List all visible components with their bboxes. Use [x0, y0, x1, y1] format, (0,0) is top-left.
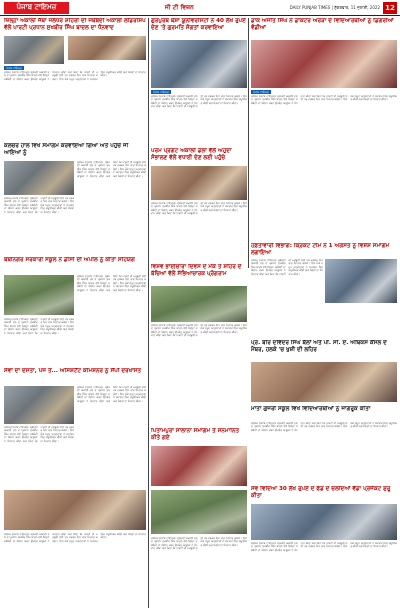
article-5-body: ਜਲੰਧਰ (ਪੰਜਾਬ ਟਾਇਮਜ਼): ਸ਼੍ਰੋਮਣੀ ਅਕਾਲੀ ਦਲ ਦੇ ਪ੍ਰਧਾਨ ਸੁਖਬੀਰ ਸਿੰਘ ਬਾਦਲ ਵੱਲੋਂ ਜ਼ਿਲ੍ਹਾ ਜਥੇਬੰਦੀ ਦਾ ਐਲਾਨ ਕਰਨ ਉਪਰੰਤ ਆਗੂਆਂ ਨੇ ਧੰਨਵਾਦ ਕੀਤਾ ਅਤੇ ਕਿਹਾ ਕਿ ਪਾਰਟੀ ਦੀ ਮਜ਼ਬੂਤੀ ਲਈ ਹਰ ਵਰਕਰ ਦਿਨ ਰਾਤ ਮਿਹਨਤ ਕਰੇਗਾ। ਇਸ ਮੌਕੇ ਸਮੂਹ ਅਹੁਦੇਦਾਰਾਂ ਨੇ ਸਮਾਗਮ ਵਿੱਚ ਸ਼ਮੂਲੀਅਤ ਕੀਤੀ ਅਤੇ ਸੰਗਤਾਂ ਦਾ ਧੰਨਵਾਦ ਕੀਤਾ। — [77, 161, 146, 178]
article-2-body: ਜਲੰਧਰ (ਪੰਜਾਬ ਟਾਇਮਜ਼): ਸ਼੍ਰੋਮਣੀ ਅਕਾਲੀ ਦਲ ਦੇ ਪ੍ਰਧਾਨ ਸੁਖਬੀਰ ਸਿੰਘ ਬਾਦਲ ਵੱਲੋਂ ਜ਼ਿਲ੍ਹਾ ਜਥੇਬੰਦੀ ਦਾ ਐਲਾਨ ਕਰਨ ਉਪਰੰਤ ਆਗੂਆਂ ਨੇ ਧੰਨਵਾਦ ਕੀਤਾ ਅਤੇ ਕਿਹਾ ਕਿ ਪਾਰਟੀ ਦੀ ਮਜ਼ਬੂਤੀ ਲਈ ਹਰ ਵਰਕਰ ਦਿਨ ਰਾਤ ਮਿਹਨਤ ਕਰੇਗਾ। ਇਸ ਮੌਕੇ ਸਮੂਹ ਅਹੁਦੇਦਾਰਾਂ ਨੇ ਸਮਾਗਮ ਵਿੱਚ ਸ਼ਮੂਲੀਅਤ ਕੀਤੀ ਅਤੇ ਸੰਗਤਾਂ ਦਾ ਧੰਨਵਾਦ ਕੀਤਾ। — [151, 95, 247, 109]
masthead-title: ਪੰਜਾਬ ਟਾਇਮਜ਼ — [4, 2, 69, 14]
article-3-body: ਜਲੰਧਰ (ਪੰਜਾਬ ਟਾਇਮਜ਼): ਸ਼੍ਰੋਮਣੀ ਅਕਾਲੀ ਦਲ ਦੇ ਪ੍ਰਧਾਨ ਸੁਖਬੀਰ ਸਿੰਘ ਬਾਦਲ ਵੱਲੋਂ ਜ਼ਿਲ੍ਹਾ ਜਥੇਬੰਦੀ ਦਾ ਐਲਾਨ ਕਰਨ ਉਪਰੰਤ ਆਗੂਆਂ ਨੇ ਧੰਨਵਾਦ ਕੀਤਾ ਅਤੇ ਕਿਹਾ ਕਿ ਪਾਰਟੀ ਦੀ ਮਜ਼ਬੂਤੀ ਲਈ ਹਰ ਵਰਕਰ ਦਿਨ ਰਾਤ ਮਿਹਨਤ ਕਰੇਗਾ। ਇਸ ਮੌਕੇ ਸਮੂਹ ਅਹੁਦੇਦਾਰਾਂ ਨੇ ਸਮਾਗਮ ਵਿੱਚ ਸ਼ਮੂਲੀਅਤ ਕੀਤੀ ਅਤੇ ਸੰਗਤਾਂ ਦਾ ਧੰਨਵਾਦ ਕੀਤਾ। — [251, 95, 397, 105]
article-9-headline: ਪ੍ਰੋ. ਬੀਰ ਦਵਿੰਦਰ ਸਿੰਘ ਬੱਲਾਂ ਅਤੇ ਪੀ. ਸੀ. ਏ. ਐਥਿਕਸ ਕੌਂਸਲ ਦੇ ਮੈਂਬਰ, ਹਲਕੇ 'ਚ ਖੁਸ਼ੀ ਦੀ ਲਹਿਰ — [251, 340, 387, 353]
article-13-photo — [151, 446, 247, 486]
bottom-photo — [4, 490, 146, 530]
bottom-center-photo — [151, 490, 247, 534]
article-1-photo-2 — [68, 36, 146, 60]
article-11-body: ਜਲੰਧਰ (ਪੰਜਾਬ ਟਾਇਮਜ਼): ਸ਼੍ਰੋਮਣੀ ਅਕਾਲੀ ਦਲ ਦੇ ਪ੍ਰਧਾਨ ਸੁਖਬੀਰ ਸਿੰਘ ਬਾਦਲ ਵੱਲੋਂ ਜ਼ਿਲ੍ਹਾ ਜਥੇਬੰਦੀ ਦਾ ਐਲਾਨ ਕਰਨ ਉਪਰੰਤ ਆਗੂਆਂ ਨੇ ਧੰਨਵਾਦ ਕੀਤਾ ਅਤੇ ਕਿਹਾ ਕਿ ਪਾਰਟੀ ਦੀ ਮਜ਼ਬੂਤੀ ਲਈ ਹਰ ਵਰਕਰ ਦਿਨ ਰਾਤ ਮਿਹਨਤ ਕਰੇਗਾ। ਇਸ ਮੌਕੇ ਸਮੂਹ ਅਹੁਦੇਦਾਰਾਂ ਨੇ ਸਮਾਗਮ ਵਿੱਚ ਸ਼ਮੂਲੀਅਤ ਕੀਤੀ ਅਤੇ ਸੰਗਤਾਂ ਦਾ ਧੰਨਵਾਦ ਕੀਤਾ। — [251, 422, 397, 432]
masthead-center-label: ਜੀ ਟੀ ਵਿਜ਼ਨ — [164, 3, 194, 11]
article-6 — [4, 257, 146, 273]
article-3-photo — [251, 40, 397, 88]
article-7-body: ਜਲੰਧਰ (ਪੰਜਾਬ ਟਾਇਮਜ਼): ਸ਼੍ਰੋਮਣੀ ਅਕਾਲੀ ਦਲ ਦੇ ਪ੍ਰਧਾਨ ਸੁਖਬੀਰ ਸਿੰਘ ਬਾਦਲ ਵੱਲੋਂ ਜ਼ਿਲ੍ਹਾ ਜਥੇਬੰਦੀ ਦਾ ਐਲਾਨ ਕਰਨ ਉਪਰੰਤ ਆਗੂਆਂ ਨੇ ਧੰਨਵਾਦ ਕੀਤਾ ਅਤੇ ਕਿਹਾ ਕਿ ਪਾਰਟੀ ਦੀ ਮਜ਼ਬੂਤੀ ਲਈ ਹਰ ਵਰਕਰ ਦਿਨ ਰਾਤ ਮਿਹਨਤ ਕਰੇਗਾ। ਇਸ ਮੌਕੇ ਸਮੂਹ ਅਹੁਦੇਦਾਰਾਂ ਨੇ ਸਮਾਗਮ ਵਿੱਚ ਸ਼ਮੂਲੀਅਤ ਕੀਤੀ ਅਤੇ ਸੰਗਤਾਂ ਦਾ ਧੰਨਵਾਦ ਕੀਤਾ। — [77, 386, 146, 403]
article-3 — [251, 18, 397, 38]
bottom-body: ਜਲੰਧਰ (ਪੰਜਾਬ ਟਾਇਮਜ਼): ਸ਼੍ਰੋਮਣੀ ਅਕਾਲੀ ਦਲ ਦੇ ਪ੍ਰਧਾਨ ਸੁਖਬੀਰ ਸਿੰਘ ਬਾਦਲ ਵੱਲੋਂ ਜ਼ਿਲ੍ਹਾ ਜਥੇਬੰਦੀ ਦਾ ਐਲਾਨ ਕਰਨ ਉਪਰੰਤ ਆਗੂਆਂ ਨੇ ਧੰਨਵਾਦ ਕੀਤਾ ਅਤੇ ਕਿਹਾ ਕਿ ਪਾਰਟੀ ਦੀ ਮਜ਼ਬੂਤੀ ਲਈ ਹਰ ਵਰਕਰ ਦਿਨ ਰਾਤ ਮਿਹਨਤ ਕਰੇਗਾ। ਇਸ ਮੌਕੇ ਸਮੂਹ ਅਹੁਦੇਦਾਰਾਂ ਨੇ ਸਮਾਗਮ ਵਿੱਚ ਸ਼ਮੂਲੀਅਤ ਕੀਤੀ ਅਤੇ ਸੰਗਤਾਂ ਦਾ ਧੰਨਵਾਦ ਕੀਤਾ। — [4, 533, 146, 543]
article-12-headline: ਸੇਵ ਵਿਦਿਆ 30 ਲੱਖ ਰੁਪਏ ਦੇ ਫੰਡ ਦੇ ਚਲਦਿਆਂ ਵੱਡਾ ਪ੍ਰੋਜੈਕਟ ਸ਼ੁਰੂ ਕੀਤਾ — [251, 486, 391, 499]
article-10-body: ਜਲੰਧਰ (ਪੰਜਾਬ ਟਾਇਮਜ਼): ਸ਼੍ਰੋਮਣੀ ਅਕਾਲੀ ਦਲ ਦੇ ਪ੍ਰਧਾਨ ਸੁਖਬੀਰ ਸਿੰਘ ਬਾਦਲ ਵੱਲੋਂ ਜ਼ਿਲ੍ਹਾ ਜਥੇਬੰਦੀ ਦਾ ਐਲਾਨ ਕਰਨ ਉਪਰੰਤ ਆਗੂਆਂ ਨੇ ਧੰਨਵਾਦ ਕੀਤਾ ਅਤੇ ਕਿਹਾ ਕਿ ਪਾਰਟੀ ਦੀ ਮਜ਼ਬੂਤੀ ਲਈ ਹਰ ਵਰਕਰ ਦਿਨ ਰਾਤ ਮਿਹਨਤ ਕਰੇਗਾ। ਇਸ ਮੌਕੇ ਸਮੂਹ ਅਹੁਦੇਦਾਰਾਂ ਨੇ ਸਮਾਗਮ ਵਿੱਚ ਸ਼ਮੂਲੀਅਤ ਕੀਤੀ ਅਤੇ ਸੰਗਤਾਂ ਦਾ ਧੰਨਵਾਦ ਕੀਤਾ। — [151, 324, 247, 338]
article-7 — [4, 368, 146, 384]
article-4 — [151, 148, 247, 164]
article-12 — [251, 486, 397, 502]
section-tag: ਪੰਜਾਬ ਟਾਇਮਜ਼ — [6, 66, 22, 70]
article-13 — [151, 428, 247, 444]
article-9-headline-box — [251, 340, 397, 360]
article-8 — [251, 243, 397, 257]
article-1-headline: ਜ਼ਿਲ੍ਹਾ ਅਕਾਲੀ ਜੱਥਾ ਜਲੰਧਰ ਸ਼ਹਿਰੀ ਦੀ ਜਥੇਬੰਦੀ ਅਕਾਲੀ ਲੀਡਰਸ਼ਿਪ ਵੱਲੋਂ ਪਾਰਟੀ ਪ੍ਰਧਾਨ ਸੁਖਬੀਰ ਸਿੰਘ ਬਾਦਲ ਦਾ ਧੰਨਵਾਦ — [4, 18, 146, 31]
article-10 — [151, 264, 247, 284]
article-8-headline: ਹਫ਼ਤਾਵਾਰੀ ਵਿਭਾਗ: ਕ੍ਰਿਕਟ ਟੀਮ ਨੇ 1 ਅਗਸਤ ਨੂੰ ਵਿਸ਼ੇਸ਼ ਸਮਾਗਮ ਲਗਾਇਆ — [251, 243, 390, 256]
article-6-body: ਜਲੰਧਰ (ਪੰਜਾਬ ਟਾਇਮਜ਼): ਸ਼੍ਰੋਮਣੀ ਅਕਾਲੀ ਦਲ ਦੇ ਪ੍ਰਧਾਨ ਸੁਖਬੀਰ ਸਿੰਘ ਬਾਦਲ ਵੱਲੋਂ ਜ਼ਿਲ੍ਹਾ ਜਥੇਬੰਦੀ ਦਾ ਐਲਾਨ ਕਰਨ ਉਪਰੰਤ ਆਗੂਆਂ ਨੇ ਧੰਨਵਾਦ ਕੀਤਾ ਅਤੇ ਕਿਹਾ ਕਿ ਪਾਰਟੀ ਦੀ ਮਜ਼ਬੂਤੀ ਲਈ ਹਰ ਵਰਕਰ ਦਿਨ ਰਾਤ ਮਿਹਨਤ ਕਰੇਗਾ। ਇਸ ਮੌਕੇ ਸਮੂਹ ਅਹੁਦੇਦਾਰਾਂ ਨੇ ਸਮਾਗਮ ਵਿੱਚ ਸ਼ਮੂਲੀਅਤ ਕੀਤੀ ਅਤੇ ਸੰਗਤਾਂ ਦਾ ਧੰਨਵਾਦ ਕੀਤਾ। — [77, 275, 146, 292]
article-7-photo — [4, 386, 74, 424]
article-11 — [251, 406, 397, 420]
bottom-center-body: ਜਲੰਧਰ (ਪੰਜਾਬ ਟਾਇਮਜ਼): ਸ਼੍ਰੋਮਣੀ ਅਕਾਲੀ ਦਲ ਦੇ ਪ੍ਰਧਾਨ ਸੁਖਬੀਰ ਸਿੰਘ ਬਾਦਲ ਵੱਲੋਂ ਜ਼ਿਲ੍ਹਾ ਜਥੇਬੰਦੀ ਦਾ ਐਲਾਨ ਕਰਨ ਉਪਰੰਤ ਆਗੂਆਂ ਨੇ ਧੰਨਵਾਦ ਕੀਤਾ ਅਤੇ ਕਿਹਾ ਕਿ ਪਾਰਟੀ ਦੀ ਮਜ਼ਬੂਤੀ ਲਈ ਹਰ ਵਰਕਰ ਦਿਨ ਰਾਤ ਮਿਹਨਤ ਕਰੇਗਾ। ਇਸ ਮੌਕੇ ਸਮੂਹ ਅਹੁਦੇਦਾਰਾਂ ਨੇ ਸਮਾਗਮ ਵਿੱਚ ਸ਼ਮੂਲੀਅਤ ਕੀਤੀ ਅਤੇ ਸੰਗਤਾਂ ਦਾ ਧੰਨਵਾਦ ਕੀਤਾ। — [151, 537, 247, 551]
article-2-photo — [151, 40, 247, 88]
article-7-body-2: ਜਲੰਧਰ (ਪੰਜਾਬ ਟਾਇਮਜ਼): ਸ਼੍ਰੋਮਣੀ ਅਕਾਲੀ ਦਲ ਦੇ ਪ੍ਰਧਾਨ ਸੁਖਬੀਰ ਸਿੰਘ ਬਾਦਲ ਵੱਲੋਂ ਜ਼ਿਲ੍ਹਾ ਜਥੇਬੰਦੀ ਦਾ ਐਲਾਨ ਕਰਨ ਉਪਰੰਤ ਆਗੂਆਂ ਨੇ ਧੰਨਵਾਦ ਕੀਤਾ ਅਤੇ ਕਿਹਾ ਕਿ ਪਾਰਟੀ ਦੀ ਮਜ਼ਬੂਤੀ ਲਈ ਹਰ ਵਰਕਰ ਦਿਨ ਰਾਤ ਮਿਹਨਤ ਕਰੇਗਾ। ਇਸ ਮੌਕੇ ਸਮੂਹ ਅਹੁਦੇਦਾਰਾਂ ਨੇ ਸਮਾਗਮ ਵਿੱਚ ਸ਼ਮੂਲੀਅਤ ਕੀਤੀ ਅਤੇ ਸੰਗਤਾਂ ਦਾ ਧੰਨਵਾਦ ਕੀਤਾ। — [4, 426, 74, 443]
article-13-headline: ਪਿਤਾਮਪੁਰਾ ਸਾਲਾਨਾ ਸਮਾਗਮ ਤੇ ਸਨਮਾਨਿਤ ਕੀਤੇ ਗਏ — [151, 428, 240, 441]
article-4-photo — [151, 166, 247, 200]
article-2-headline: ਗੁਰਪੁਰਬ ਬੇਸ਼ਾ ਯੂਨੀਵਰਸਿਟੀ ਨੇ 40 ਲੱਖ ਰੁਪਏ ਦੇਣ 'ਤੇ ਗੁਰਮਤਿ ਸੰਗਤਾਂ ਕਰਵਾਇਆ — [151, 18, 246, 31]
article-12-body: ਜਲੰਧਰ (ਪੰਜਾਬ ਟਾਇਮਜ਼): ਸ਼੍ਰੋਮਣੀ ਅਕਾਲੀ ਦਲ ਦੇ ਪ੍ਰਧਾਨ ਸੁਖਬੀਰ ਸਿੰਘ ਬਾਦਲ ਵੱਲੋਂ ਜ਼ਿਲ੍ਹਾ ਜਥੇਬੰਦੀ ਦਾ ਐਲਾਨ ਕਰਨ ਉਪਰੰਤ ਆਗੂਆਂ ਨੇ ਧੰਨਵਾਦ ਕੀਤਾ ਅਤੇ ਕਿਹਾ ਕਿ ਪਾਰਟੀ ਦੀ ਮਜ਼ਬੂਤੀ ਲਈ ਹਰ ਵਰਕਰ ਦਿਨ ਰਾਤ ਮਿਹਨਤ ਕਰੇਗਾ। ਇਸ ਮੌਕੇ ਸਮੂਹ ਅਹੁਦੇਦਾਰਾਂ ਨੇ ਸਮਾਗਮ ਵਿੱਚ ਸ਼ਮੂਲੀਅਤ ਕੀਤੀ ਅਤੇ ਸੰਗਤਾਂ ਦਾ ਧੰਨਵਾਦ ਕੀਤਾ। — [251, 542, 397, 552]
article-12-photo — [251, 504, 397, 540]
article-4-body: ਜਲੰਧਰ (ਪੰਜਾਬ ਟਾਇਮਜ਼): ਸ਼੍ਰੋਮਣੀ ਅਕਾਲੀ ਦਲ ਦੇ ਪ੍ਰਧਾਨ ਸੁਖਬੀਰ ਸਿੰਘ ਬਾਦਲ ਵੱਲੋਂ ਜ਼ਿਲ੍ਹਾ ਜਥੇਬੰਦੀ ਦਾ ਐਲਾਨ ਕਰਨ ਉਪਰੰਤ ਆਗੂਆਂ ਨੇ ਧੰਨਵਾਦ ਕੀਤਾ ਅਤੇ ਕਿਹਾ ਕਿ ਪਾਰਟੀ ਦੀ ਮਜ਼ਬੂਤੀ ਲਈ ਹਰ ਵਰਕਰ ਦਿਨ ਰਾਤ ਮਿਹਨਤ ਕਰੇਗਾ। ਇਸ ਮੌਕੇ ਸਮੂਹ ਅਹੁਦੇਦਾਰਾਂ ਨੇ ਸਮਾਗਮ ਵਿੱਚ ਸ਼ਮੂਲੀਅਤ ਕੀਤੀ ਅਤੇ ਸੰਗਤਾਂ ਦਾ ਧੰਨਵਾਦ ਕੀਤਾ। — [151, 202, 247, 216]
masthead — [0, 0, 400, 16]
article-8-body: ਜਲੰਧਰ (ਪੰਜਾਬ ਟਾਇਮਜ਼): ਸ਼੍ਰੋਮਣੀ ਅਕਾਲੀ ਦਲ ਦੇ ਪ੍ਰਧਾਨ ਸੁਖਬੀਰ ਸਿੰਘ ਬਾਦਲ ਵੱਲੋਂ ਜ਼ਿਲ੍ਹਾ ਜਥੇਬੰਦੀ ਦਾ ਐਲਾਨ ਕਰਨ ਉਪਰੰਤ ਆਗੂਆਂ ਨੇ ਧੰਨਵਾਦ ਕੀਤਾ ਅਤੇ ਕਿਹਾ ਕਿ ਪਾਰਟੀ ਦੀ ਮਜ਼ਬੂਤੀ ਲਈ ਹਰ ਵਰਕਰ ਦਿਨ ਰਾਤ ਮਿਹਨਤ ਕਰੇਗਾ। ਇਸ ਮੌਕੇ ਸਮੂਹ ਅਹੁਦੇਦਾਰਾਂ ਨੇ ਸਮਾਗਮ ਵਿੱਚ ਸ਼ਮੂਲੀਅਤ ਕੀਤੀ ਅਤੇ ਸੰਗਤਾਂ ਦਾ ਧੰਨਵਾਦ ਕੀਤਾ। — [251, 259, 323, 276]
article-5 — [4, 143, 146, 159]
article-5-body-2: ਜਲੰਧਰ (ਪੰਜਾਬ ਟਾਇਮਜ਼): ਸ਼੍ਰੋਮਣੀ ਅਕਾਲੀ ਦਲ ਦੇ ਪ੍ਰਧਾਨ ਸੁਖਬੀਰ ਸਿੰਘ ਬਾਦਲ ਵੱਲੋਂ ਜ਼ਿਲ੍ਹਾ ਜਥੇਬੰਦੀ ਦਾ ਐਲਾਨ ਕਰਨ ਉਪਰੰਤ ਆਗੂਆਂ ਨੇ ਧੰਨਵਾਦ ਕੀਤਾ ਅਤੇ ਕਿਹਾ ਕਿ ਪਾਰਟੀ ਦੀ ਮਜ਼ਬੂਤੀ ਲਈ ਹਰ ਵਰਕਰ ਦਿਨ ਰਾਤ ਮਿਹਨਤ ਕਰੇਗਾ। ਇਸ ਮੌਕੇ ਸਮੂਹ ਅਹੁਦੇਦਾਰਾਂ ਨੇ ਸਮਾਗਮ ਵਿੱਚ ਸ਼ਮੂਲੀਅਤ ਕੀਤੀ ਅਤੇ ਸੰਗਤਾਂ ਦਾ ਧੰਨਵਾਦ ਕੀਤਾ। — [4, 197, 74, 214]
article-1-photo — [4, 36, 64, 64]
article-6-headline: ਬੇਬੀਨਗਰ ਸਰਕਾਰੀ ਸਕੂਲ ਨੇ ਡੀਸੀ ਦੀ ਅਪੀਲ ਨੂੰ ਕੀਤਾ ਸਹਿਯੋਗ — [4, 257, 135, 263]
article-6-body-2: ਜਲੰਧਰ (ਪੰਜਾਬ ਟਾਇਮਜ਼): ਸ਼੍ਰੋਮਣੀ ਅਕਾਲੀ ਦਲ ਦੇ ਪ੍ਰਧਾਨ ਸੁਖਬੀਰ ਸਿੰਘ ਬਾਦਲ ਵੱਲੋਂ ਜ਼ਿਲ੍ਹਾ ਜਥੇਬੰਦੀ ਦਾ ਐਲਾਨ ਕਰਨ ਉਪਰੰਤ ਆਗੂਆਂ ਨੇ ਧੰਨਵਾਦ ਕੀਤਾ ਅਤੇ ਕਿਹਾ ਕਿ ਪਾਰਟੀ ਦੀ ਮਜ਼ਬੂਤੀ ਲਈ ਹਰ ਵਰਕਰ ਦਿਨ ਰਾਤ ਮਿਹਨਤ ਕਰੇਗਾ। ਇਸ ਮੌਕੇ ਸਮੂਹ ਅਹੁਦੇਦਾਰਾਂ ਨੇ ਸਮਾਗਮ ਵਿੱਚ ਸ਼ਮੂਲੀਅਤ ਕੀਤੀ ਅਤੇ ਸੰਗਤਾਂ ਦਾ ਧੰਨਵਾਦ ਕੀਤਾ। — [4, 318, 74, 335]
article-11-headline: ਮਾਤਾ ਗੁਜਰੀ ਸਕੂਲ ਵਿਖੇ ਵਿਦਿਆਰਥੀਆਂ ਨੂੰ ਜਾਗਰੂਕ ਕੀਤਾ — [251, 406, 371, 412]
section-tag: ਪੰਜਾਬ ਟਾਇਮਜ਼ — [253, 90, 269, 94]
article-10-photo — [151, 286, 247, 322]
article-2 — [151, 18, 247, 38]
masthead-date: DAILY PUNJAB TIMES | ਸ਼ੁੱਕਰਵਾਰ, 11 ਜੁਲਾਈ, 2022 — [289, 5, 380, 10]
page-number: 12 — [383, 2, 397, 14]
article-5-photo — [4, 161, 74, 195]
section-tag: ਪੰਜਾਬ ਟਾਇਮਜ਼ — [153, 90, 169, 94]
article-6-photo — [4, 275, 74, 315]
article-1-body: ਜਲੰਧਰ (ਪੰਜਾਬ ਟਾਇਮਜ਼): ਸ਼੍ਰੋਮਣੀ ਅਕਾਲੀ ਦਲ ਦੇ ਪ੍ਰਧਾਨ ਸੁਖਬੀਰ ਸਿੰਘ ਬਾਦਲ ਵੱਲੋਂ ਜ਼ਿਲ੍ਹਾ ਜਥੇਬੰਦੀ ਦਾ ਐਲਾਨ ਕਰਨ ਉਪਰੰਤ ਆਗੂਆਂ ਨੇ ਧੰਨਵਾਦ ਕੀਤਾ ਅਤੇ ਕਿਹਾ ਕਿ ਪਾਰਟੀ ਦੀ ਮਜ਼ਬੂਤੀ ਲਈ ਹਰ ਵਰਕਰ ਦਿਨ ਰਾਤ ਮਿਹਨਤ ਕਰੇਗਾ। ਇਸ ਮੌਕੇ ਸਮੂਹ ਅਹੁਦੇਦਾਰਾਂ ਨੇ ਸਮਾਗਮ ਵਿੱਚ ਸ਼ਮੂਲੀਅਤ ਕੀਤੀ ਅਤੇ ਸੰਗਤਾਂ ਦਾ ਧੰਨਵਾਦ ਕੀਤਾ। — [4, 71, 146, 81]
article-5-headline: ਕਲਚਰ ਹਾਲ ਵਿਖੇ ਸਮਾਗਮ ਕਰਵਾਇਆ ਗਿਆ ਅਤੇ ਪਹੁੰਚੇ ਜੀ ਆਇਆਂ ਨੂੰ — [4, 143, 129, 156]
article-4-headline: ਪਰਮ ਪ੍ਰਗਟ ਅਕਾਲੀ ਡਲਾ ਵੱਲੋਂ ਅਹੁਦਾ ਸੰਭਾਲਣ ਵੱਲੋਂ ਵਧਾਈ ਦੇਣ ਲਈ ਪਹੁੰਚੇ — [151, 148, 232, 161]
divider — [248, 18, 249, 268]
divider — [148, 18, 149, 608]
article-10-headline: ਵਿਸ਼ਵ ਭਾਈਚਾਰਾ ਦਿਵਸ ਦੇ ਮੌਕੇ ਤੇ ਸ਼ਹਿਰ ਦੇ ਬੱਚਿਆਂ ਵੱਲੋਂ ਸੱਭਿਆਚਾਰਕ ਪ੍ਰੋਗਰਾਮ — [151, 264, 242, 277]
article-7-headline: ਸੇਵਾ ਦਾ ਦਸਤਾ, ਪੰਜ ਤੋਂ... ਅਸਿਸ਼ਟੈਂਟ ਕਮਿਸ਼ਨਰ ਨੂੰ ਸੌਂਪੀ ਦਰਖਾਸਤ — [4, 368, 142, 374]
article-3-headline: ਡਾਕ ਅਜੀਤ ਸਿੰਘ ਨੇ ਡਾਕਟਰ ਅਰੋੜਾ ਦੇ ਵਿਦਿਆਰਥੀਆਂ ਨੂੰ ਡਿਗਰੀਆਂ ਵੰਡੀਆਂ — [251, 18, 394, 31]
article-9-photo — [251, 362, 397, 402]
